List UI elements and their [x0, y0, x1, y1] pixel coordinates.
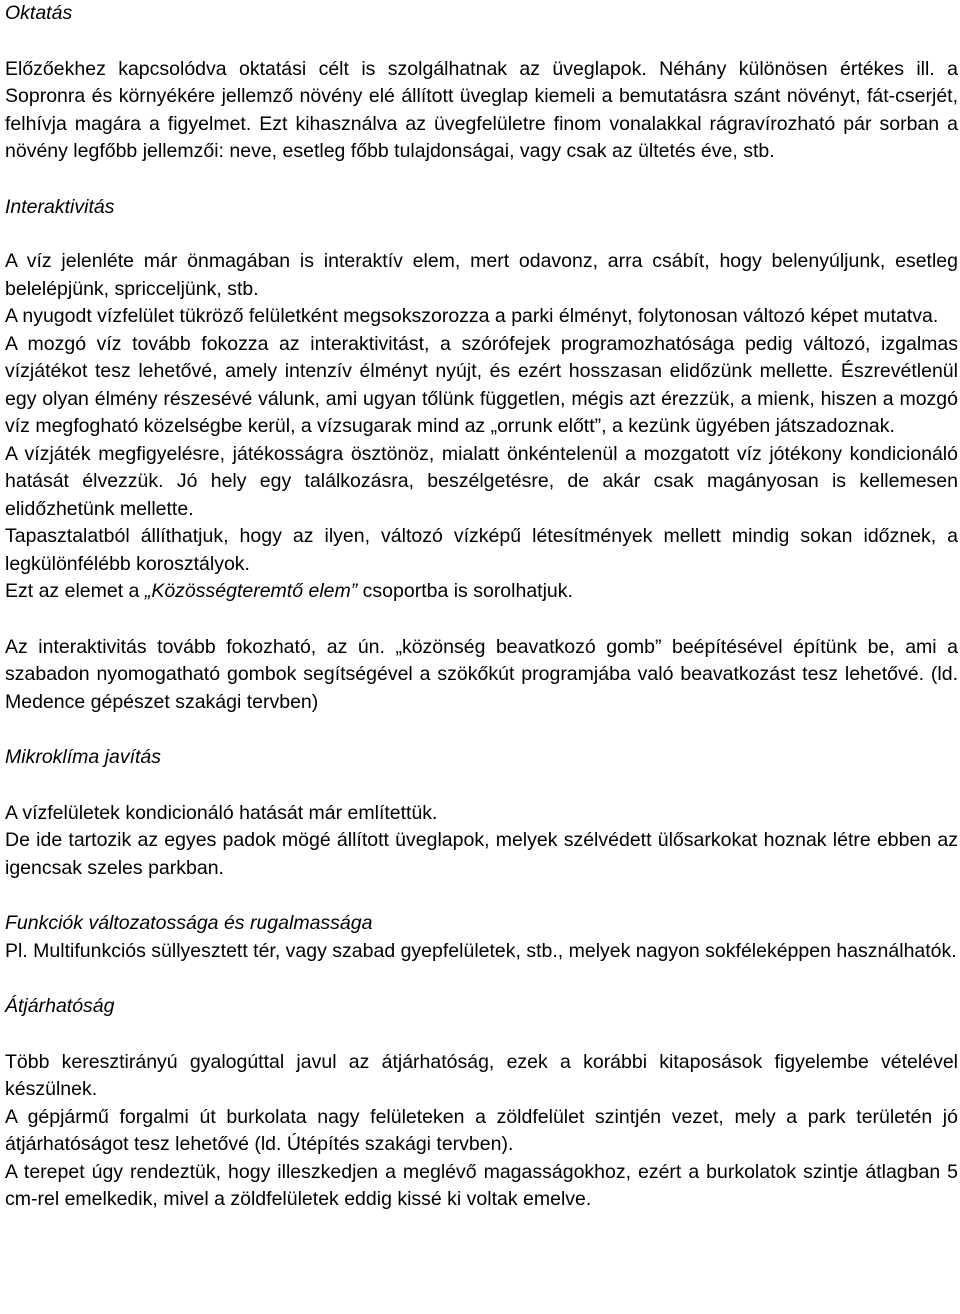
heading-oktatas: Oktatás [5, 2, 73, 24]
paragraph-text-start: Ezt az elemet a [5, 580, 145, 602]
paragraph-interaktivitas-2: A nyugodt vízfelület tükröző felületként megsokszorozza a parki élményt, folytonosan változó képet mutatva. [5, 305, 939, 327]
paragraph-interaktivitas-7: Az interaktivitás tovább fokozható, az ún. „közönség beavatkozó gomb” beépítésével építünk be, ami a szabadon nyomogatható gombok segítségével a szökőkút programjába való beavatkozást tesz lehetővé. (ld. Medence gépészet szakági tervben) [5, 635, 958, 713]
paragraph-atjarhatosag-3: A terepet úgy rendeztük, hogy illeszkedjen a meglévő magasságokhoz, ezért a burkolatok szintje átlagban 5 cm-rel emelkedik, mivel a zöldfelületek eddig kissé ki voltak emelve. [5, 1160, 958, 1210]
heading-mikroklima: Mikroklíma javítás [5, 746, 162, 768]
paragraph-atjarhatosag-2: A gépjármű forgalmi út burkolata nagy felületeken a zöldfelület szintjén vezet, mely a park területén jó átjárhatóságot tesz lehetővé (ld. Útépítés szakági tervben). [5, 1105, 958, 1155]
paragraph-interaktivitas-6 [5, 578, 958, 606]
document-page [5, 0, 958, 1214]
paragraph-mikroklima-2: De ide tartozik az egyes padok mögé állított üveglapok, melyek szélvédett ülősarkokat hoznak létre ebben az igencsak szeles parkban. [5, 829, 958, 879]
paragraph-oktatas-1: Előzőekhez kapcsolódva oktatási célt is szolgálhatnak az üveglapok. Néhány különösen értékes ill. a Sopronra és környékére jellemző növény elé állított üveglap kiemeli a bemutatásra szánt növényt, fát-cserjét, felhívja magára a figyelmet. Ezt kihasználva az üvegfelületre finom vonalakkal rágravírozható pár sorban a növény legfőbb jellemzői: neve, esetleg főbb tulajdonságai, vagy csak az ültetés éve, stb. [5, 57, 958, 162]
paragraph-text-end: csoportba is sorolhatjuk. [357, 580, 573, 602]
paragraph-interaktivitas-1: A víz jelenléte már önmagában is interaktív elem, mert odavonz, arra csábít, hogy belenyúljunk, esetleg belelépjünk, spricceljünk, stb. [5, 250, 958, 300]
paragraph-interaktivitas-4: A vízjáték megfigyelésre, játékosságra ösztönöz, mialatt önkéntelenül a mozgatott víz jótékony kondicionáló hatását élvezzük. Jó hely egy találkozásra, beszélgetésre, de akár csak magányosan is kellemesen elidőzhetünk mellette. [5, 442, 958, 520]
heading-funkciok: Funkciók változatossága és rugalmassága [5, 912, 373, 934]
paragraph-interaktivitas-3: A mozgó víz tovább fokozza az interaktivitást, a szórófejek programozhatósága pedig változó, izgalmas vízjátékot tesz lehetővé, amely intenzív élményt nyújt, és ezért hosszasan elidőzünk mellette. Észrevétlenül egy olyan élmény részesévé válunk, ami ugyan tőlünk független, mégis azt érezzük, a mienk, hiszen a mozgó víz megfogható közelségbe kerül, a vízsugarak mind az „orrunk előtt”, a kezünk ügyében játszadoznak. [5, 332, 958, 437]
paragraph-funkciok-1: Pl. Multifunkciós süllyesztett tér, vagy szabad gyepfelületek, stb., melyek nagyon sokféleképpen használhatók. [5, 939, 957, 962]
heading-interaktivitas: Interaktivitás [5, 195, 115, 218]
paragraph-mikroklima-1: A vízfelületek kondicionáló hatását már említettük. [5, 801, 438, 824]
emphasis-kozossegteremto-elem: „Közösségteremtő elem” [144, 580, 358, 602]
heading-atjarhatosag: Átjárhatóság [5, 995, 115, 1017]
paragraph-interaktivitas-5: Tapasztalatból állíthatjuk, hogy az ilyen, változó vízképű létesítmények mellett mindig sokan időznek, a legkülönfélébb korosztályok. [5, 525, 958, 575]
paragraph-atjarhatosag-1: Több keresztirányú gyalogúttal javul az átjárhatóság, ezek a korábbi kitaposások figyelembe vételével készülnek. [5, 1050, 958, 1100]
